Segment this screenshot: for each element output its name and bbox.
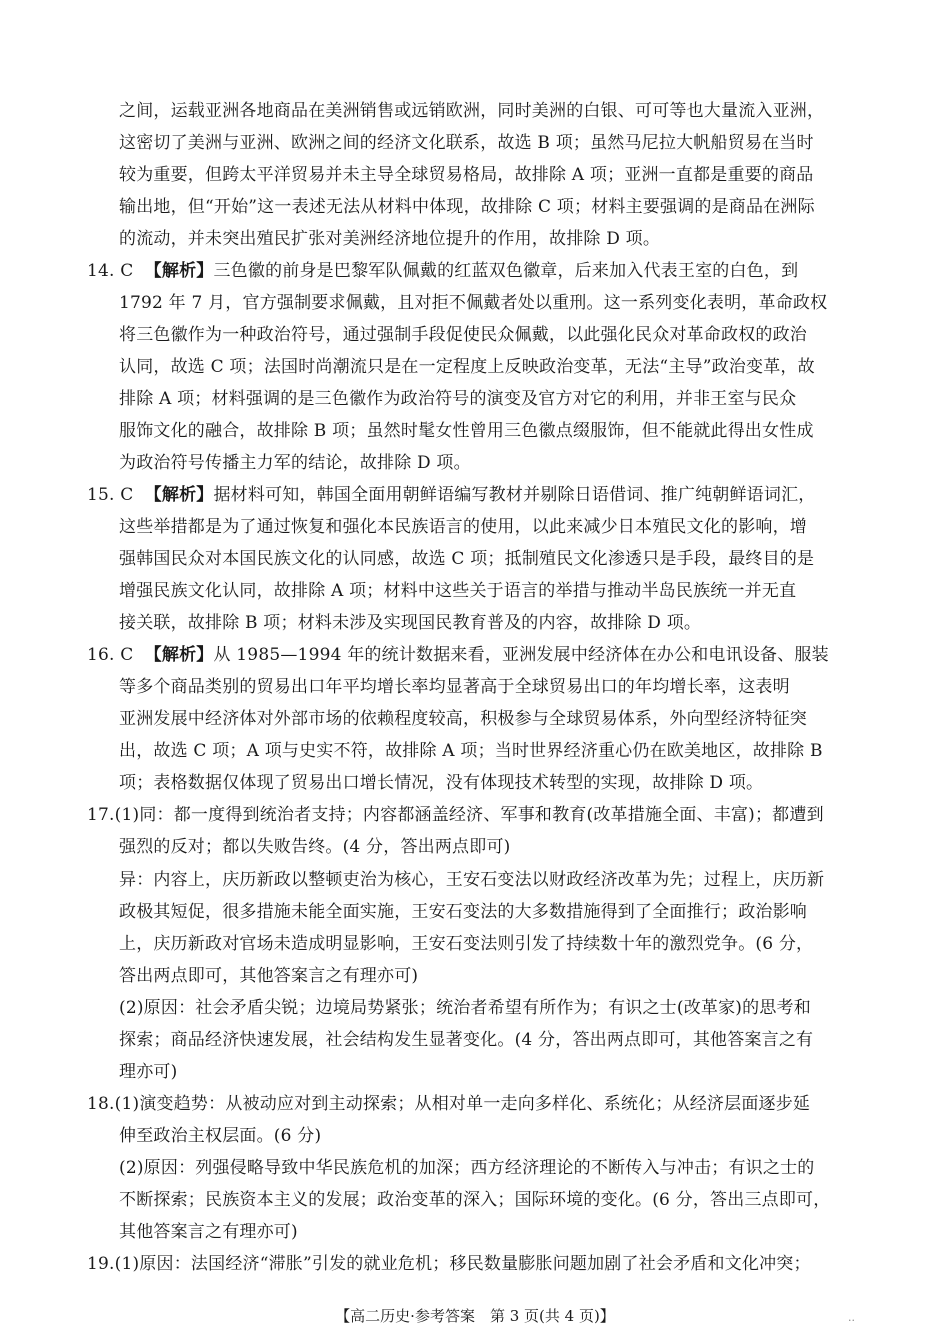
- q16-line: 等多个商品类别的贸易出口年平均增长率均显著高于全球贸易出口的年均增长率，这表明: [119, 677, 790, 697]
- q15-first-text: 据材料可知，韩国全面用朝鲜语编写教材并剔除日语借词、推广纯朝鲜语词汇，: [213, 485, 816, 505]
- q17-line: (2)原因：社会矛盾尖锐；边境局势紧张；统治者希望有所作为；有识之士(改革家)的思考和: [119, 998, 811, 1018]
- q13-line-4: 输出地，但“开始”这一表述无法从材料中体现，故排除 C 项；材料主要强调的是商品在洲际: [119, 197, 815, 217]
- q16-analysis-tag: 【解析】: [144, 645, 214, 665]
- q13-line-1: 之间，运载亚洲各地商品在美洲销售或远销欧洲，同时美洲的白银、可可等也大量流入亚洲，: [119, 101, 825, 121]
- q15-line: 增强民族文化认同，故排除 A 项；材料中这些关于语言的举措与推动半岛民族统一并无直: [119, 581, 797, 601]
- page-footer: 【高二历史·参考答案 第 3 页(共 4 页)】: [335, 1307, 615, 1325]
- corner-mark: ··: [848, 1314, 855, 1327]
- q16-line: 亚洲发展中经济体对外部市场的依赖程度较高，积极参与全球贸易体系，外向型经济特征突: [119, 709, 807, 729]
- q19-first-text: (1)原因：法国经济“滞胀”引发的就业危机；移民数量膨胀问题加剧了社会矛盾和文化冲突；: [114, 1254, 811, 1274]
- q19-number: 19.: [87, 1254, 115, 1274]
- q15-line: 这些举措都是为了通过恢复和强化本民族语言的使用，以此来减少日本殖民文化的影响，增: [119, 517, 807, 537]
- q17-number: 17.: [87, 805, 115, 825]
- q14-line: 将三色徽作为一种政治符号，通过强制手段促使民众佩戴，以此强化民众对革命政权的政治: [119, 325, 807, 345]
- q18-first-line: [87, 1092, 810, 1116]
- q18-number: 18.: [87, 1094, 115, 1114]
- q16-line: 出，故选 C 项；A 项与史实不符，故排除 A 项；当时世界经济重心仍在欧美地区，故排除 B: [119, 741, 823, 761]
- q16-first-line: [87, 643, 829, 667]
- q19-first-line: [87, 1252, 811, 1276]
- q17-first-text: (1)同：都一度得到统治者支持；内容都涵盖经济、军事和教育(改革措施全面、丰富)；都遭到: [114, 805, 824, 825]
- q14-line: 服饰文化的融合，故排除 B 项；虽然时髦女性曾用三色徽点缀服饰，但不能就此得出女性成: [119, 421, 814, 441]
- q17-first-line: [87, 803, 824, 827]
- q17-line: 上，庆历新政对官场未造成明显影响，王安石变法则引发了持续数十年的激烈党争。(6 分，: [119, 934, 814, 954]
- q18-line: 其他答案言之有理亦可): [119, 1222, 298, 1242]
- q17-line: 政极其短促，很多措施未能全面实施，王安石变法的大多数措施得到了全面推行；政治影响: [119, 902, 807, 922]
- q14-number: 14. C: [87, 261, 134, 281]
- q16-first-text: 从 1985—1994 年的统计数据来看，亚洲发展中经济体在办公和电讯设备、服装: [213, 645, 829, 665]
- q18-line: 伸至政治主权层面。(6 分): [119, 1126, 322, 1146]
- q18-line: 不断探索；民族资本主义的发展；政治变革的深入；国际环境的变化。(6 分，答出三点即可，: [119, 1190, 831, 1210]
- q15-first-line: [87, 483, 815, 507]
- q15-number: 15. C: [87, 485, 134, 505]
- q17-line: 答出两点即可，其他答案言之有理亦可): [119, 966, 419, 986]
- q13-line-3: 较为重要，但跨太平洋贸易并未主导全球贸易格局，故排除 A 项；亚洲一直都是重要的商品: [119, 165, 814, 185]
- q14-first-text: 三色徽的前身是巴黎军队佩戴的红蓝双色徽章，后来加入代表王室的白色，到: [213, 261, 799, 281]
- q16-line: 项；表格数据仅体现了贸易出口增长情况，没有体现技术转型的实现，故排除 D 项。: [119, 773, 764, 793]
- q15-line: 接关联，故排除 B 项；材料未涉及实现国民教育普及的内容，故排除 D 项。: [119, 613, 702, 633]
- q14-analysis-tag: 【解析】: [144, 261, 214, 281]
- q18-line: (2)原因：列强侵略导致中华民族危机的加深；西方经济理论的不断传入与冲击；有识之士的: [119, 1158, 815, 1178]
- q16-number: 16. C: [87, 645, 134, 665]
- q18-first-text: (1)演变趋势：从被动应对到主动探索；从相对单一走向多样化、系统化；从经济层面逐步延: [114, 1094, 811, 1114]
- q17-line: 强烈的反对；都以失败告终。(4 分，答出两点即可): [119, 837, 511, 857]
- q17-line: 异：内容上，庆历新政以整顿吏治为核心，王安石变法以财政经济改革为先；过程上，庆历新: [119, 870, 825, 890]
- q14-line: 为政治符号传播主力军的结论，故排除 D 项。: [119, 453, 471, 473]
- q13-line-2: 这密切了美洲与亚洲、欧洲之间的经济文化联系，故选 B 项；虽然马尼拉大帆船贸易在当时: [119, 133, 814, 153]
- q17-line: 探索；商品经济快速发展，社会结构发生显著变化。(4 分，答出两点即可，其他答案言之有: [119, 1030, 814, 1050]
- q15-line: 强韩国民众对本国民族文化的认同感，故选 C 项；抵制殖民文化渗透只是手段，最终目的是: [119, 549, 815, 569]
- q14-line: 1792 年 7 月，官方强制要求佩戴，且对拒不佩戴者处以重刑。这一系列变化表明，革命政权: [119, 293, 828, 313]
- q14-first-line: [87, 259, 798, 283]
- q14-line: 排除 A 项；材料强调的是三色徽作为政治符号的演变及官方对它的利用，并非王室与民众: [119, 389, 797, 409]
- q14-line: 认同，故选 C 项；法国时尚潮流只是在一定程度上反映政治变革，无法“主导”政治变革，故: [119, 357, 815, 377]
- q15-analysis-tag: 【解析】: [144, 485, 214, 505]
- q13-line-5: 的流动，并未突出殖民扩张对美洲经济地位提升的作用，故排除 D 项。: [119, 229, 661, 249]
- q17-line: 理亦可): [119, 1062, 178, 1082]
